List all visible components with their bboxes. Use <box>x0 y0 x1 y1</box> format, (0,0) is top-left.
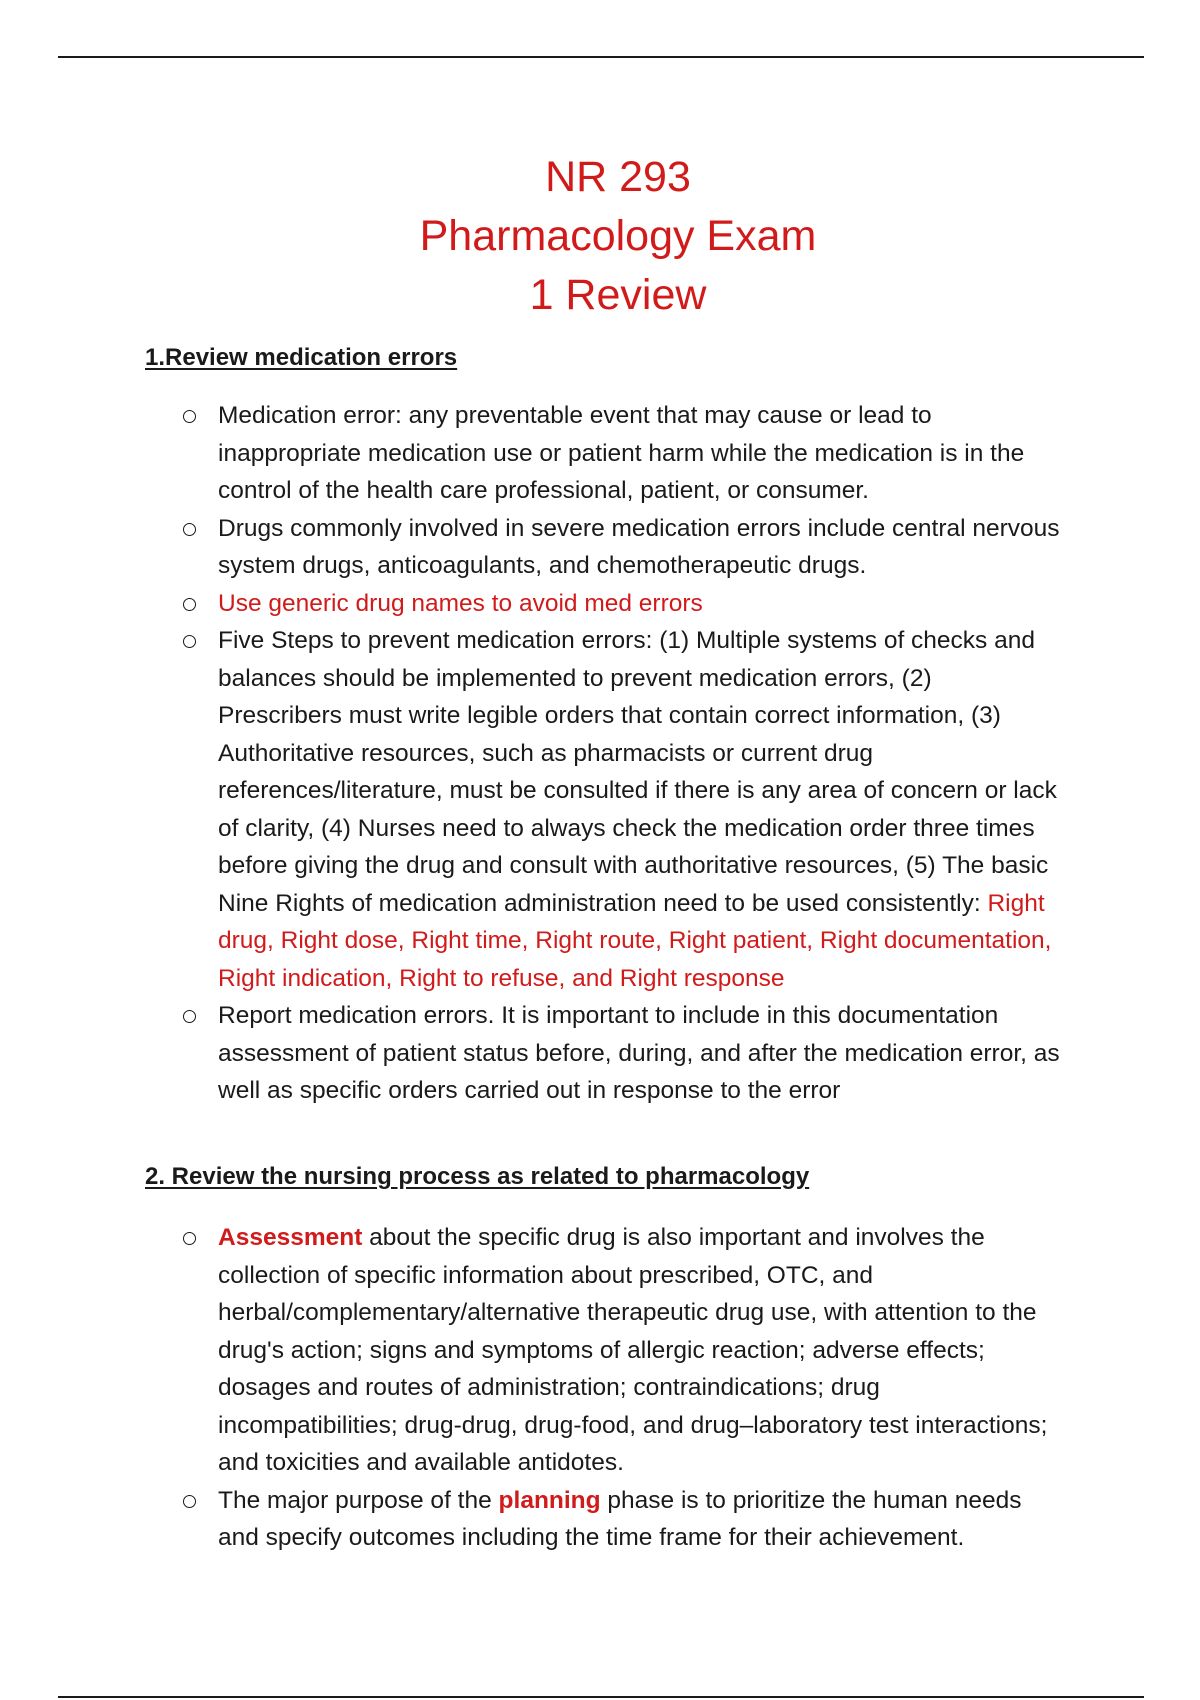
list-item-text: Five Steps to prevent medication errors: (1) Multiple systems of checks and balances should be implemented to prevent medication errors, (2) Prescribers must write legible orders that contain correct information, (3) Authoritative resources, such as pharmacists or current drug references/literature, must be consulted if there is any area of concern or lack of clarity, (4) Nurses need to always check the medication order three times before giving the drug and consult with authoritative resources, (5) The basic Nine Rights of medication administration need to be used consistently: <box>218 627 1057 917</box>
circle-bullet-icon <box>183 1232 196 1245</box>
title-line-3: 1 Review <box>529 271 707 319</box>
title-line-1: NR 293 <box>545 153 691 201</box>
section-1-heading: 1.Review medication errors <box>145 344 458 371</box>
list-item-text: Drugs commonly involved in severe medication errors include central nervous system drugs, anticoagulants, and chemotherapeutic drugs. <box>218 514 1060 579</box>
circle-bullet-icon <box>183 410 196 423</box>
assessment-keyword: Assessment <box>218 1224 363 1251</box>
section-2-list <box>0 1219 1100 1557</box>
bottom-rule <box>58 1696 1144 1698</box>
list-item-text: phase is to prioritize the human needs and specify outcomes including the time frame for their achievement. <box>218 1486 1022 1551</box>
section-2-heading: 2. Review the nursing process as related to pharmacology <box>145 1163 810 1190</box>
circle-bullet-icon <box>183 1495 196 1508</box>
list-item-text: about the specific drug is also important and involves the collection of specific information about prescribed, OTC, and herbal/complementary/alternative therapeutic drug use, with attention to the drug's action; signs and symptoms of allergic reaction; adverse effects; dosages and routes of administration; contraindications; drug incompatibilities; drug-drug, drug-food, and drug–laboratory test interactions; and toxicities and available antidotes. <box>218 1224 1048 1476</box>
planning-keyword: planning <box>498 1486 601 1514</box>
list-item <box>0 510 1100 585</box>
circle-bullet-icon <box>183 598 196 611</box>
list-item <box>0 585 1100 623</box>
list-item <box>0 997 1100 1110</box>
top-rule <box>58 56 1144 58</box>
circle-bullet-icon <box>183 1010 196 1023</box>
nine-rights-list: Right drug, Right dose, Right time, Right route, Right patient, Right documentation, Right indication, Right to refuse, and Right response <box>218 889 1052 992</box>
document-title <box>0 148 1200 325</box>
title-line-2: Pharmacology Exam <box>419 212 817 260</box>
list-item <box>0 397 1100 510</box>
list-item-text: Report medication errors. It is important to include in this documentation assessment of patient status before, during, and after the medication error, as well as specific orders carried out in response to the error <box>218 1002 1060 1104</box>
list-item-text: The major purpose of the <box>218 1486 499 1514</box>
list-item <box>0 1482 1100 1557</box>
circle-bullet-icon <box>183 635 196 648</box>
list-item-highlight-text: Use generic drug names to avoid med errors <box>218 589 703 617</box>
circle-bullet-icon <box>183 523 196 536</box>
list-item-text: Medication error: any preventable event that may cause or lead to inappropriate medication use or patient harm while the medication is in the control of the health care professional, patient, or consumer. <box>218 402 1025 504</box>
section-1-list <box>0 397 1100 1110</box>
list-item <box>0 622 1100 997</box>
list-item <box>0 1219 1100 1482</box>
